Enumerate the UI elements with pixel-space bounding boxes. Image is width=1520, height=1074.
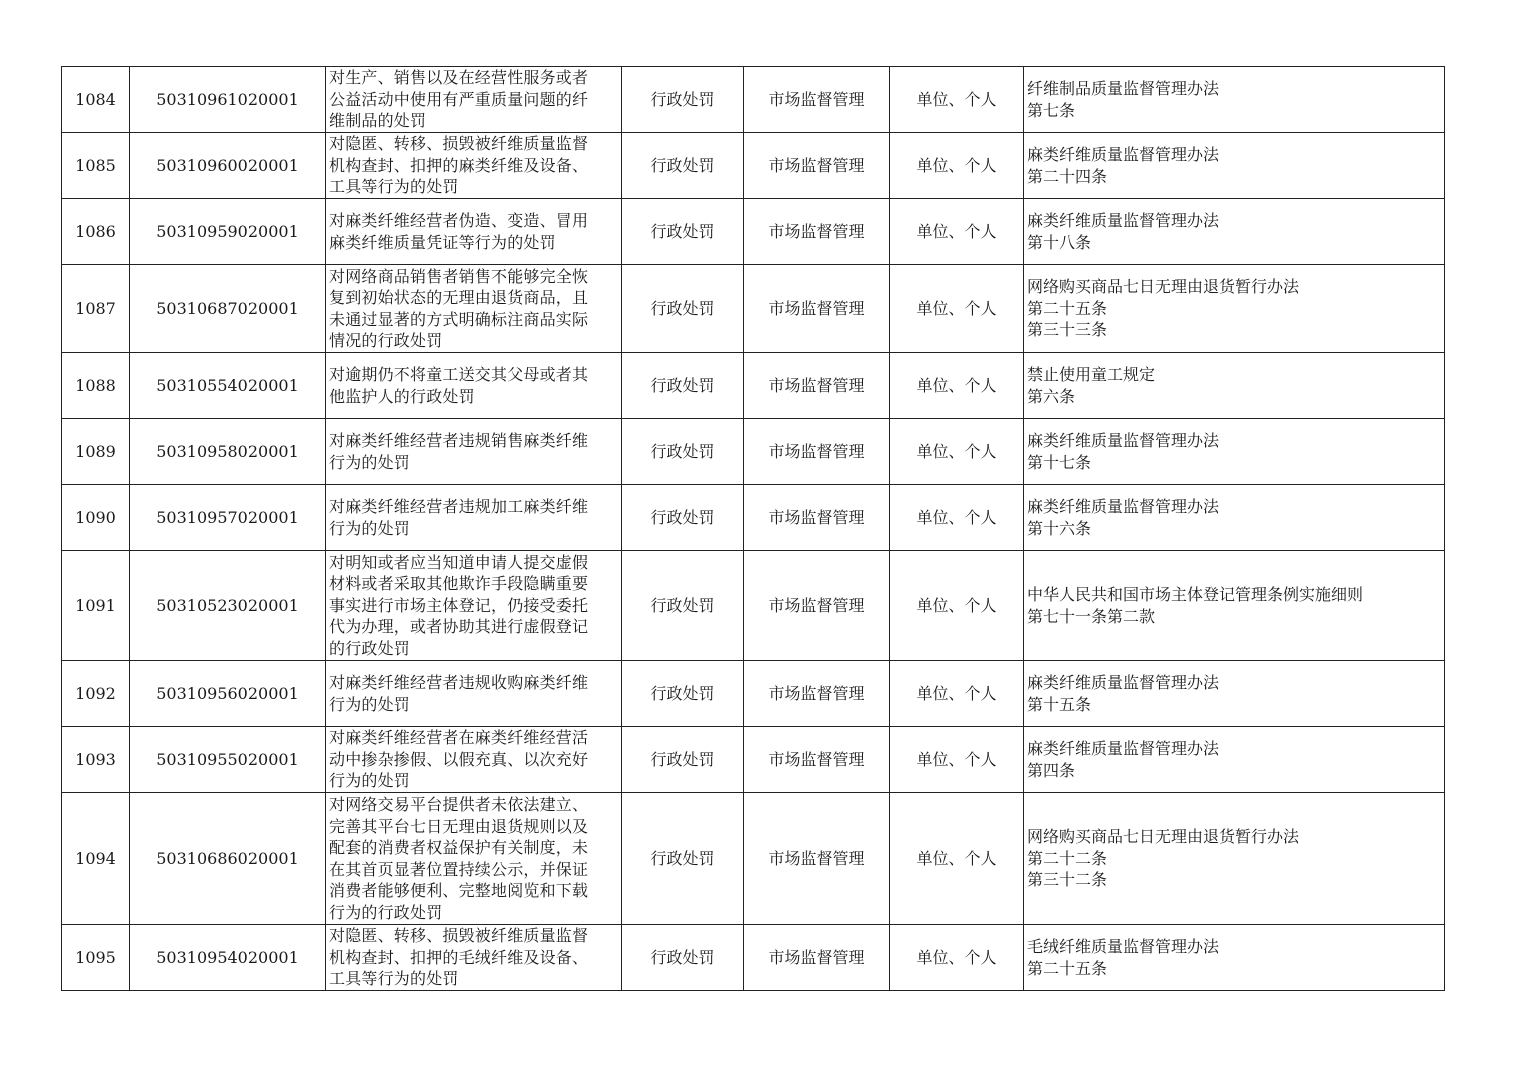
seq-cell: 1086: [62, 199, 130, 265]
table-row: [62, 485, 1445, 551]
description-line: 行为的处罚: [329, 518, 411, 538]
code-cell: 50310955020001: [130, 727, 326, 793]
description-line: 对麻类纤维经营者伪造、变造、冒用: [329, 211, 589, 230]
description-line: 在其首页显著位置持续公示，并保证: [329, 859, 589, 879]
target-cell: 单位、个人: [890, 67, 1024, 133]
department-cell: 市场监督管理: [744, 419, 890, 485]
seq-cell: 1095: [62, 925, 130, 991]
description-cell: [326, 925, 622, 991]
seq-cell: 1093: [62, 727, 130, 793]
seq-cell: 1087: [62, 265, 130, 353]
table-row: [62, 551, 1445, 661]
code-cell: 50310958020001: [130, 419, 326, 485]
target-cell: 单位、个人: [890, 925, 1024, 991]
category-cell: 行政处罚: [622, 551, 744, 661]
category-cell: 行政处罚: [622, 133, 744, 199]
category-cell: 行政处罚: [622, 485, 744, 551]
category-cell: 行政处罚: [622, 793, 744, 925]
description-line: 行为的处罚: [329, 452, 411, 472]
category-cell: 行政处罚: [622, 727, 744, 793]
description-cell: [326, 265, 622, 353]
description-line: 材料或者采取其他欺诈手段隐瞒重要: [329, 574, 589, 594]
table-row: [62, 265, 1445, 353]
seq-cell: 1088: [62, 353, 130, 419]
table-row: [62, 727, 1445, 793]
category-cell: 行政处罚: [622, 925, 744, 991]
description-line: 情况的行政处罚: [329, 331, 443, 350]
target-cell: 单位、个人: [890, 199, 1024, 265]
legal-basis-cell: 麻类纤维质量监督管理办法 第十六条: [1024, 485, 1445, 551]
code-cell: 50310956020001: [130, 661, 326, 727]
description-line: 对明知或者应当知道申请人提交虚假: [329, 552, 589, 572]
description-line: 对麻类纤维经营者违规销售麻类纤维: [329, 431, 589, 450]
legal-basis-cell: 中华人民共和国市场主体登记管理条例实施细则 第七十一条第二款: [1024, 551, 1445, 661]
target-cell: 单位、个人: [890, 727, 1024, 793]
description-line: 公益活动中使用有严重质量问题的纤: [329, 89, 589, 109]
category-cell: 行政处罚: [622, 419, 744, 485]
table-row: [62, 199, 1445, 265]
department-cell: 市场监督管理: [744, 133, 890, 199]
description-cell: [326, 133, 622, 199]
table-body: [62, 67, 1445, 991]
code-cell: 50310961020001: [130, 67, 326, 133]
table-row: [62, 793, 1445, 925]
target-cell: 单位、个人: [890, 353, 1024, 419]
description-line: 工具等行为的处罚: [329, 969, 459, 989]
code-cell: 50310957020001: [130, 485, 326, 551]
department-cell: 市场监督管理: [744, 485, 890, 551]
department-cell: 市场监督管理: [744, 727, 890, 793]
code-cell: 50310960020001: [130, 133, 326, 199]
description-line: 对逾期仍不将童工送交其父母或者其: [329, 365, 589, 384]
penalty-items-table: [61, 66, 1445, 991]
legal-basis-cell: 网络购买商品七日无理由退货暂行办法 第二十五条 第三十三条: [1024, 265, 1445, 353]
legal-basis-cell: 麻类纤维质量监督管理办法 第四条: [1024, 727, 1445, 793]
seq-cell: 1085: [62, 133, 130, 199]
description-line: 对网络交易平台提供者未依法建立、: [329, 795, 589, 814]
target-cell: 单位、个人: [890, 265, 1024, 353]
legal-basis-cell: 毛绒纤维质量监督管理办法 第二十五条: [1024, 925, 1445, 991]
target-cell: 单位、个人: [890, 661, 1024, 727]
description-cell: [326, 485, 622, 551]
description-cell: [326, 727, 622, 793]
description-cell: [326, 353, 622, 419]
target-cell: 单位、个人: [890, 551, 1024, 661]
description-line: 代为办理，或者协助其进行虚假登记: [329, 617, 589, 637]
category-cell: 行政处罚: [622, 353, 744, 419]
description-cell: [326, 661, 622, 727]
seq-cell: 1084: [62, 67, 130, 133]
description-cell: [326, 793, 622, 925]
description-line: 对麻类纤维经营者违规加工麻类纤维: [329, 497, 589, 516]
table-row: [62, 67, 1445, 133]
code-cell: 50310523020001: [130, 551, 326, 661]
penalty-items-table-container: [61, 66, 1444, 991]
table-row: [62, 661, 1445, 727]
description-line: 事实进行市场主体登记，仍接受委托: [329, 595, 589, 615]
department-cell: 市场监督管理: [744, 661, 890, 727]
table-row: [62, 133, 1445, 199]
table-row: [62, 353, 1445, 419]
department-cell: 市场监督管理: [744, 67, 890, 133]
description-line: 行为的行政处罚: [329, 902, 443, 922]
description-line: 行为的处罚: [329, 771, 411, 791]
department-cell: 市场监督管理: [744, 551, 890, 661]
description-line: 的行政处罚: [329, 638, 411, 658]
description-line: 配套的消费者权益保护有关制度，未: [329, 838, 589, 857]
table-row: [62, 419, 1445, 485]
description-cell: [326, 67, 622, 133]
legal-basis-cell: 网络购买商品七日无理由退货暂行办法 第二十二条 第三十二条: [1024, 793, 1445, 925]
legal-basis-cell: 麻类纤维质量监督管理办法 第十五条: [1024, 661, 1445, 727]
code-cell: 50310959020001: [130, 199, 326, 265]
description-line: 完善其平台七日无理由退货规则以及: [329, 816, 589, 836]
legal-basis-cell: 麻类纤维质量监督管理办法 第十七条: [1024, 419, 1445, 485]
legal-basis-cell: 麻类纤维质量监督管理办法 第十八条: [1024, 199, 1445, 265]
description-line: 对麻类纤维经营者在麻类纤维经营活: [329, 728, 589, 748]
department-cell: 市场监督管理: [744, 353, 890, 419]
description-line: 对麻类纤维经营者违规收购麻类纤维: [329, 673, 589, 692]
seq-cell: 1094: [62, 793, 130, 925]
department-cell: 市场监督管理: [744, 925, 890, 991]
target-cell: 单位、个人: [890, 793, 1024, 925]
description-cell: [326, 551, 622, 661]
description-line: 对网络商品销售者销售不能够完全恢: [329, 266, 589, 286]
description-line: 消费者能够便利、完整地阅览和下载: [329, 881, 589, 900]
seq-cell: 1091: [62, 551, 130, 661]
description-line: 对隐匿、转移、损毁被纤维质量监督: [329, 134, 589, 154]
description-line: 复到初始状态的无理由退货商品，且: [329, 288, 589, 307]
code-cell: 50310954020001: [130, 925, 326, 991]
description-line: 他监护人的行政处罚: [329, 386, 475, 406]
table-row: [62, 925, 1445, 991]
description-line: 对隐匿、转移、损毁被纤维质量监督: [329, 926, 589, 946]
seq-cell: 1090: [62, 485, 130, 551]
legal-basis-cell: 纤维制品质量监督管理办法 第七条: [1024, 67, 1445, 133]
category-cell: 行政处罚: [622, 661, 744, 727]
code-cell: 50310554020001: [130, 353, 326, 419]
description-line: 未通过显著的方式明确标注商品实际: [329, 309, 589, 329]
description-line: 维制品的处罚: [329, 111, 427, 131]
description-line: 行为的处罚: [329, 694, 411, 714]
description-line: 机构查封、扣押的毛绒纤维及设备、: [329, 947, 589, 967]
description-line: 对生产、销售以及在经营性服务或者: [329, 68, 589, 88]
code-cell: 50310687020001: [130, 265, 326, 353]
description-line: 工具等行为的处罚: [329, 177, 459, 197]
code-cell: 50310686020001: [130, 793, 326, 925]
description-line: 麻类纤维质量凭证等行为的处罚: [329, 232, 556, 252]
category-cell: 行政处罚: [622, 199, 744, 265]
legal-basis-cell: 麻类纤维质量监督管理办法 第二十四条: [1024, 133, 1445, 199]
category-cell: 行政处罚: [622, 265, 744, 353]
description-line: 机构查封、扣押的麻类纤维及设备、: [329, 155, 589, 175]
description-cell: [326, 419, 622, 485]
target-cell: 单位、个人: [890, 485, 1024, 551]
target-cell: 单位、个人: [890, 133, 1024, 199]
description-cell: [326, 199, 622, 265]
category-cell: 行政处罚: [622, 67, 744, 133]
seq-cell: 1092: [62, 661, 130, 727]
legal-basis-cell: 禁止使用童工规定 第六条: [1024, 353, 1445, 419]
department-cell: 市场监督管理: [744, 265, 890, 353]
target-cell: 单位、个人: [890, 419, 1024, 485]
seq-cell: 1089: [62, 419, 130, 485]
description-line: 动中掺杂掺假、以假充真、以次充好: [329, 749, 589, 769]
department-cell: 市场监督管理: [744, 199, 890, 265]
department-cell: 市场监督管理: [744, 793, 890, 925]
